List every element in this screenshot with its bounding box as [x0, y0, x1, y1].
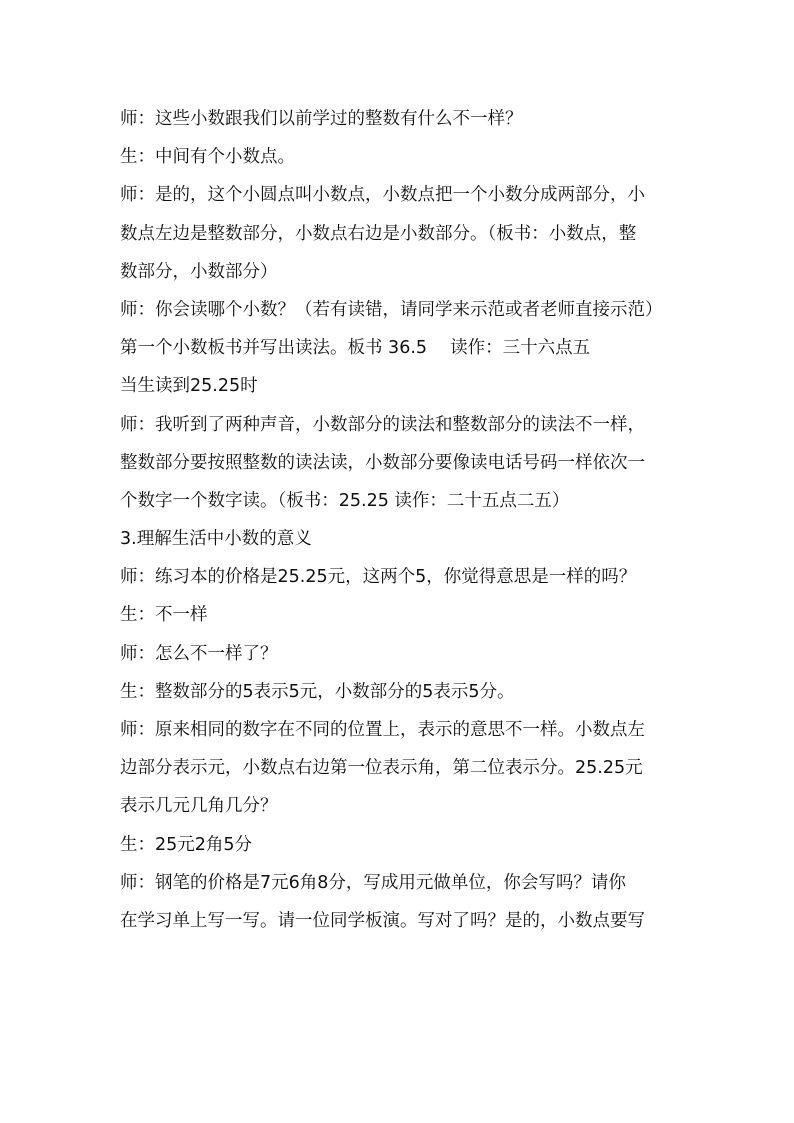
text-line: 整数部分要按照整数的读法读，小数部分要像读电话号码一样依次一: [120, 452, 645, 473]
text-line: 师：你会读哪个小数？（若有读错，请同学来示范或者老师直接示范）: [120, 299, 663, 320]
text-line: 数点左边是整数部分，小数点右边是小数部分。（板书：小数点，整: [120, 223, 637, 244]
text-line: 当生读到25.25时: [120, 376, 258, 397]
text-line: 生：整数部分的5表示5元，小数部分的5表示5分。: [120, 681, 515, 702]
text-line: 表示几元几角几分？: [120, 796, 278, 817]
text-line: 师：练习本的价格是25.25元，这两个5，你觉得意思是一样的吗？: [120, 567, 637, 588]
text-line: 第一个小数板书并写出读法。板书 36.5 读作：三十六点五: [120, 338, 591, 359]
text-line: 生：不一样: [120, 605, 208, 626]
text-line: 师：我听到了两种声音，小数部分的读法和整数部分的读法不一样，: [120, 414, 645, 435]
text-line: 生：中间有个小数点。: [120, 147, 295, 168]
text-line: 生：25元2角5分: [120, 834, 253, 855]
text-line: 师：钢笔的价格是7元6角8分，写成用元做单位，你会写吗？请你: [120, 872, 626, 893]
text-line: 师：这些小数跟我们以前学过的整数有什么不一样？: [120, 109, 523, 129]
text-line: 在学习单上写一写。请一位同学板演。写对了吗？是的，小数点要写: [120, 910, 645, 931]
text-line: 边部分表示元，小数点右边第一位表示角，第二位表示分。25.25元: [120, 758, 643, 779]
section-heading: 3.理解生活中小数的意义: [120, 529, 312, 550]
text-line: 师：怎么不一样了？: [120, 643, 278, 664]
lesson-text: [120, 100, 680, 940]
text-line: 个数字一个数字读。（板书：25.25 读作：二十五点二五）: [120, 490, 570, 511]
text-line: 数部分，小数部分）: [120, 261, 278, 282]
text-line: 师：是的，这个小圆点叫小数点，小数点把一个小数分成两部分，小: [120, 185, 645, 206]
text-line: 师：原来相同的数字在不同的位置上，表示的意思不一样。小数点左: [120, 720, 645, 740]
